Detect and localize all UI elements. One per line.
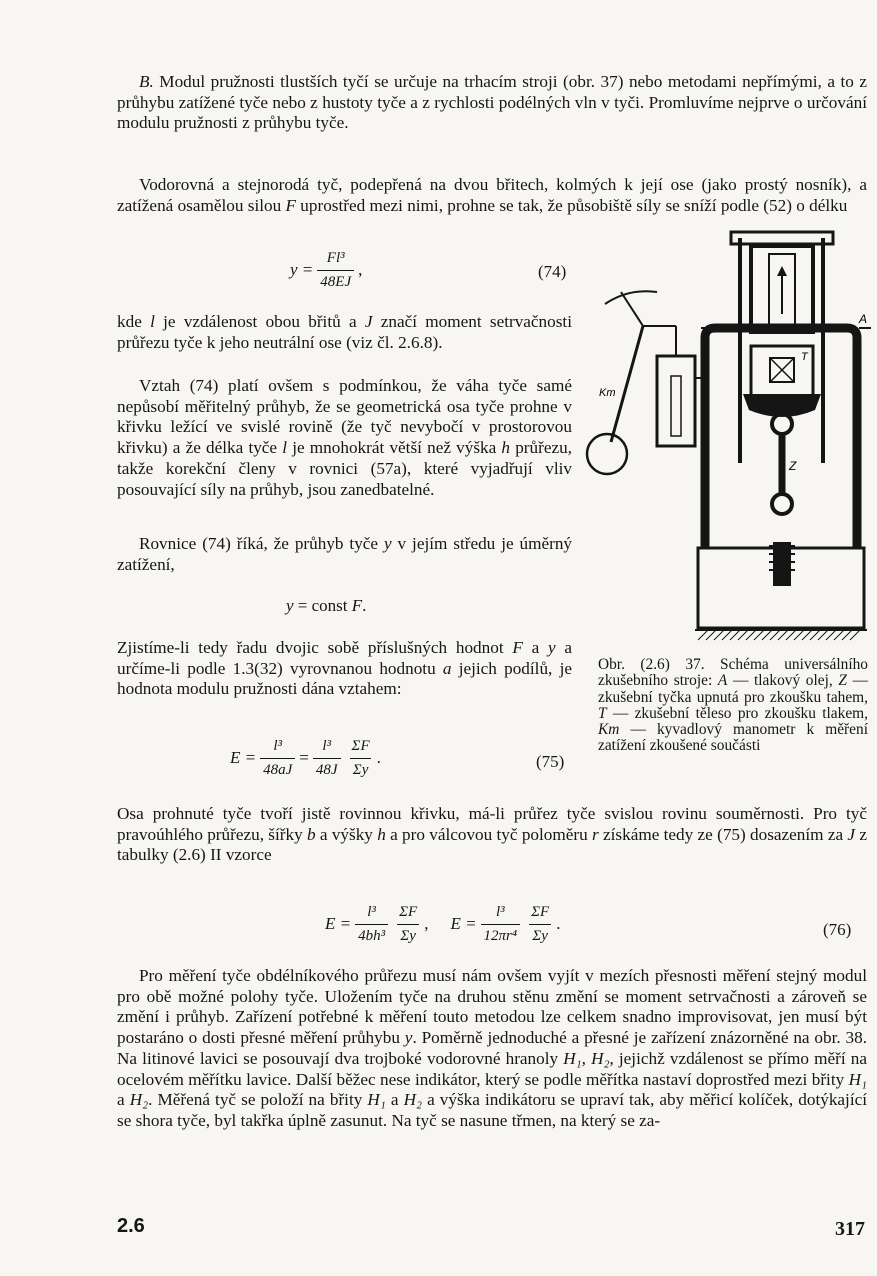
paragraph-beam: Vodorovná a stejnorodá tyč, podepřená na dvou břitech, kolmých k její ose (jako prostý nosník), a zatížená osamělou silou F uprostřed mezi nimi, prohne se tak, že působiště síly se sníží podle (52) o délku [117,175,867,215]
drive-screw [773,542,791,586]
paragraph-series: Zjistíme-li tedy řadu dvojic sobě příslušných hodnot F a y a určíme-li podle 1.3(32) vyrovnanou hodnotu a jejich podílů, je hodnota modulu pružnosti dána vztahem: [117,638,572,699]
pendulum-weight [587,434,627,474]
piston-arrow-head [777,266,787,276]
paragraph-definitions: kde l je vzdálenost obou břitů a J značí moment setrvačnosti průřezu tyče k jeho neutrální ose (viz čl. 2.6.8). [117,312,572,352]
paragraph-measurement: Pro měření tyče obdélníkového průřezu musí nám ovšem vyjít v mezích přesnosti měření stejný modul pro obě možné polohy tyče. Uložením tyče na druhou stěnu změní se moment setrvačnosti a zároveň se změní i průhyb. Zařízení potřebné k měření touto metodou lze celkem snadno improvisovat, jen musí být postaráno o dosti přesné měření průhybu y. Poměrně jednoduché a přesné je zařízení znázorněné na obr. 38. Na litinové lavici se posouvají dva trojboké vodorovné hranoly H₁, H₂, jejichž vzdálenost se přímo měří na ocelovém měřítku lavice. Další běžec nese indikátor, který se podle měřítka nastaví doprostřed mezi břity H₁ a H₂. Měřená tyč se položí na břity H₁ a H₂ a výška indikátoru se upraví tak, aby měřicí kolíček, dotýkající se shora tyče, byl takřka úplně zasunut. Na tyč se nasune třmen, na který se za- [117,966,868,1130]
label-z: Z [789,459,797,473]
page-number: 317 [835,1218,865,1240]
equation-number-74: (74) [538,262,567,281]
lower-grip [772,494,792,514]
equation-number-76: (76) [823,920,852,939]
equation-number-75: (75) [536,752,565,771]
figure-caption: Obr. (2.6) 37. Schéma universálního zkušebního stroje: A — tlakový olej, Z — zkušební tyčka upnutá pro zkoušku tahem, T — zkušební těleso pro zkoušku tlakem, Km — kyvadlový manometr k měření zatížení zkoušené součásti [598,656,869,755]
equation-const: y = const F . [286,596,367,615]
paragraph-cross-section: Osa prohnuté tyče tvoří jistě rovinnou křivku, má-li průřez tyče svislou rovinu souměrnosti. Pro tyč pravoúhlého průřezu, šířky b a výšky h a pro válcovou tyč poloměru r získáme tedy ze (75) dosazením za J z tabulky (2.6) II vzorce [117,804,867,865]
dial-needle [621,292,643,326]
equation-74: y = $\frac{\text{Fl³}}{48EJ}$ , [290,250,363,290]
paragraph-proportional: Rovnice (74) říká, že průhyb tyče y v jejím středu je úměrný zatížení, [117,534,573,574]
section-letter: B. [139,72,154,91]
label-km: Km [599,387,616,399]
manometer-box [657,356,695,446]
equation-76: E = $\frac{\text{l³}}{\text{4bh³}}$ $\frac{\Sigma F}{\Sigma y}$ , E = $\frac{\text{l³}}{\text{12πr⁴}}$ $\frac{\Sigma F}{\Sigma y}$ . [325,904,561,944]
ground-hatching [698,630,860,640]
label-a: A [859,312,868,326]
dial-scale [605,291,657,304]
manometer-piston [671,376,681,436]
crosshead-top [731,232,833,244]
paragraph-conditions: Vztah (74) platí ovšem s podmínkou, že váha tyče samé nepůsobí měřitelný průhyb, že se geometrická osa tyče prohne v křivku ležící ve svislé rovině (že tyč nevybočí v prostorovou křivku) a že délka tyče l je mnohokrát větší než výška h průřezu, takže korekční členy v rovnici (57a), které vyjadřují vliv posouvající síly na průhyb, jsou zanedbatelné. [117,376,572,499]
pendulum-arm [611,326,643,442]
section-number: 2.6 [117,1215,145,1237]
paragraph-intro: B. Modul pružnosti tlustších tyčí se určuje na trhacím stroji (obr. 37) nebo metodami nepřímými, a to z průhybu zatížené tyče nebo z hustoty tyče a z rychlosti podélných vln v tyči. Promluvíme nejprve o určování modulu pružnosti z průhybu tyče. [117,72,867,133]
label-t: T [801,351,808,363]
figure-testing-machine [583,228,873,648]
equation-75: E = $\frac{\text{l³}}{48aJ}$ = $\frac{\text{l³}}{48J}$ $\frac{\Sigma F}{\Sigma y}$ . [230,738,381,778]
